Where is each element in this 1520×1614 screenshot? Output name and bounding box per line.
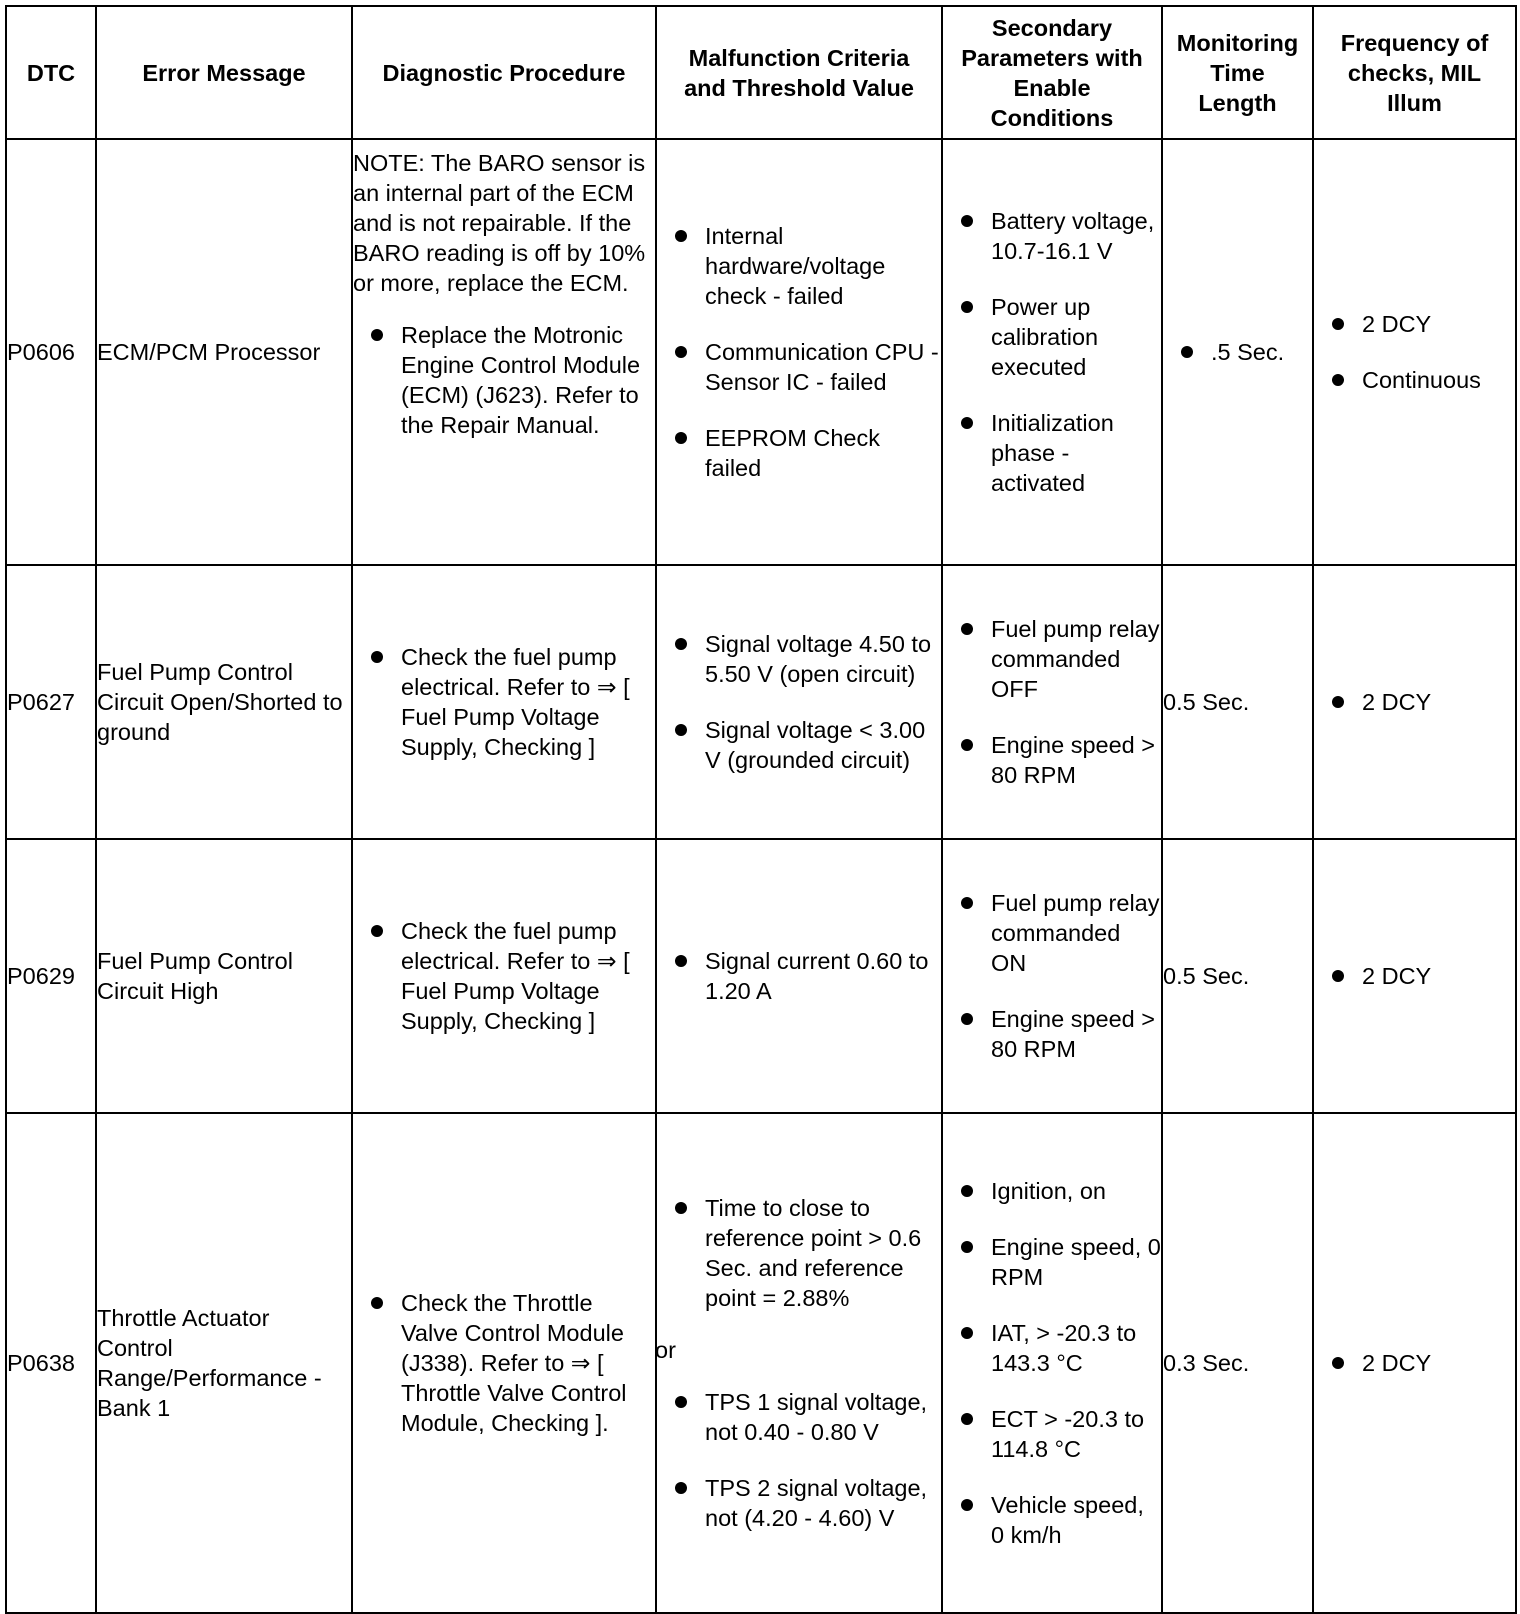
list-item: Power up calibration executed bbox=[943, 292, 1161, 382]
list-item: Fuel pump relay commanded ON bbox=[943, 888, 1161, 978]
list-item: 2 DCY bbox=[1314, 1348, 1515, 1378]
list-item: Engine speed > 80 RPM bbox=[943, 730, 1161, 790]
malfunction-criteria bbox=[656, 565, 942, 839]
secondary-parameters bbox=[942, 565, 1162, 839]
dtc-code: P0627 bbox=[6, 565, 96, 839]
list-item: Ignition, on bbox=[943, 1176, 1161, 1206]
malfunction-criteria bbox=[656, 1113, 942, 1613]
diagnostic-procedure bbox=[352, 1113, 656, 1613]
procedure-list bbox=[353, 320, 655, 440]
secondary-list bbox=[943, 614, 1161, 790]
criteria-list bbox=[657, 629, 941, 775]
or-separator: or bbox=[655, 1337, 676, 1363]
secondary-parameters bbox=[942, 139, 1162, 565]
frequency-list bbox=[1314, 1348, 1515, 1378]
list-item: IAT, > -20.3 to 143.3 °C bbox=[943, 1318, 1161, 1378]
criteria-list bbox=[657, 221, 941, 483]
diagnostic-procedure bbox=[352, 565, 656, 839]
diagnostic-procedure bbox=[352, 139, 656, 565]
list-item: Signal voltage < 3.00 V (grounded circuit) bbox=[657, 715, 941, 775]
frequency bbox=[1313, 1113, 1516, 1613]
monitoring-time: 0.5 Sec. bbox=[1162, 565, 1313, 839]
error-message: ECM/PCM Processor bbox=[96, 139, 352, 565]
error-message: Throttle Actuator Control Range/Performance - Bank 1 bbox=[96, 1113, 352, 1613]
monitoring-time: 0.5 Sec. bbox=[1162, 839, 1313, 1113]
list-item: Continuous bbox=[1314, 365, 1515, 395]
list-item: Internal hardware/voltage check - failed bbox=[657, 221, 941, 311]
header-error-message: Error Message bbox=[96, 6, 352, 139]
dtc-code: P0629 bbox=[6, 839, 96, 1113]
criteria-list-a bbox=[657, 1193, 941, 1313]
frequency bbox=[1313, 839, 1516, 1113]
procedure-list bbox=[353, 642, 655, 762]
list-item: Vehicle speed, 0 km/h bbox=[943, 1490, 1161, 1550]
list-item: Signal current 0.60 to 1.20 A bbox=[657, 946, 941, 1006]
diagnostic-procedure bbox=[352, 839, 656, 1113]
time-list bbox=[1163, 337, 1312, 367]
secondary-parameters bbox=[942, 839, 1162, 1113]
criteria-list-b bbox=[657, 1387, 941, 1533]
frequency-list bbox=[1314, 309, 1515, 395]
procedure-note: NOTE: The BARO sensor is an internal part of the ECM and is not repairable. If the BARO reading is off by 10% or more, replace the ECM. bbox=[353, 150, 646, 296]
table-row bbox=[6, 139, 1516, 565]
list-item: Engine speed > 80 RPM bbox=[943, 1004, 1161, 1064]
frequency bbox=[1313, 139, 1516, 565]
header-diagnostic-procedure: Diagnostic Procedure bbox=[352, 6, 656, 139]
list-item: Communication CPU - Sensor IC - failed bbox=[657, 337, 941, 397]
list-item: Fuel pump relay commanded OFF bbox=[943, 614, 1161, 704]
list-item: 2 DCY bbox=[1314, 687, 1515, 717]
list-item: Engine speed, 0 RPM bbox=[943, 1232, 1161, 1292]
list-item: Time to close to reference point > 0.6 Sec. and reference point = 2.88% bbox=[657, 1193, 941, 1313]
header-malfunction-criteria: Malfunction Criteria and Threshold Value bbox=[656, 6, 942, 139]
error-message: Fuel Pump Control Circuit Open/Shorted to ground bbox=[96, 565, 352, 839]
monitoring-time: 0.3 Sec. bbox=[1162, 1113, 1313, 1613]
list-item: Check the fuel pump electrical. Refer to ⇒ [ Fuel Pump Voltage Supply, Checking ] bbox=[353, 916, 655, 1036]
table-row bbox=[6, 1113, 1516, 1613]
dtc-table bbox=[5, 5, 1517, 1614]
list-item: 2 DCY bbox=[1314, 961, 1515, 991]
header-frequency: Frequency of checks, MIL Illum bbox=[1313, 6, 1516, 139]
dtc-code: P0638 bbox=[6, 1113, 96, 1613]
list-item: .5 Sec. bbox=[1163, 337, 1312, 367]
list-item: Initialization phase - activated bbox=[943, 408, 1161, 498]
header-dtc: DTC bbox=[6, 6, 96, 139]
list-item: Check the fuel pump electrical. Refer to ⇒ [ Fuel Pump Voltage Supply, Checking ] bbox=[353, 642, 655, 762]
criteria-list bbox=[657, 946, 941, 1006]
header-monitoring-time: Monitoring Time Length bbox=[1162, 6, 1313, 139]
table-row bbox=[6, 839, 1516, 1113]
secondary-list bbox=[943, 1176, 1161, 1550]
list-item: ECT > -20.3 to 114.8 °C bbox=[943, 1404, 1161, 1464]
list-item: TPS 2 signal voltage, not (4.20 - 4.60) V bbox=[657, 1473, 941, 1533]
monitoring-time bbox=[1162, 139, 1313, 565]
list-item: Battery voltage, 10.7-16.1 V bbox=[943, 206, 1161, 266]
list-item: Replace the Motronic Engine Control Module (ECM) (J623). Refer to the Repair Manual. bbox=[353, 320, 655, 440]
list-item: EEPROM Check failed bbox=[657, 423, 941, 483]
secondary-list bbox=[943, 206, 1161, 498]
header-row bbox=[6, 6, 1516, 139]
list-item: TPS 1 signal voltage, not 0.40 - 0.80 V bbox=[657, 1387, 941, 1447]
dtc-code: P0606 bbox=[6, 139, 96, 565]
frequency-list bbox=[1314, 961, 1515, 991]
procedure-list bbox=[353, 1288, 655, 1438]
error-message: Fuel Pump Control Circuit High bbox=[96, 839, 352, 1113]
header-secondary-parameters: Secondary Parameters with Enable Conditions bbox=[942, 6, 1162, 139]
secondary-parameters bbox=[942, 1113, 1162, 1613]
list-item: Check the Throttle Valve Control Module (J338). Refer to ⇒ [ Throttle Valve Control Module, Checking ]. bbox=[353, 1288, 655, 1438]
malfunction-criteria bbox=[656, 839, 942, 1113]
secondary-list bbox=[943, 888, 1161, 1064]
frequency-list bbox=[1314, 687, 1515, 717]
malfunction-criteria bbox=[656, 139, 942, 565]
list-item: Signal voltage 4.50 to 5.50 V (open circuit) bbox=[657, 629, 941, 689]
procedure-list bbox=[353, 916, 655, 1036]
list-item: 2 DCY bbox=[1314, 309, 1515, 339]
frequency bbox=[1313, 565, 1516, 839]
table-row bbox=[6, 565, 1516, 839]
